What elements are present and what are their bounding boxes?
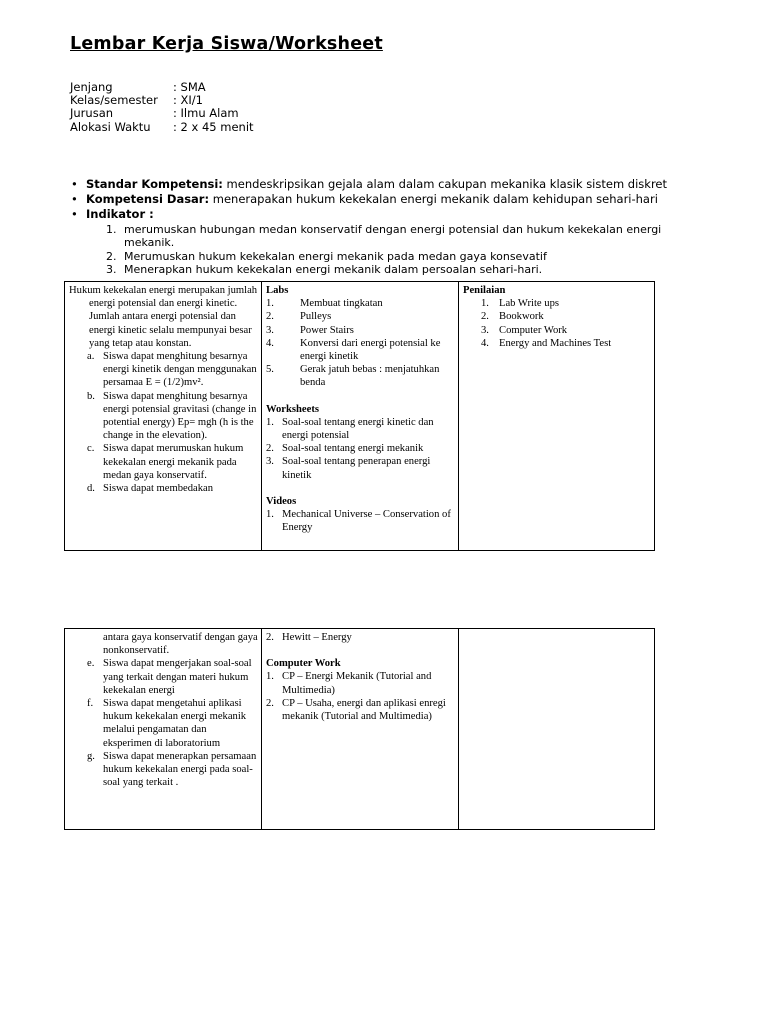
objective-mark: g.: [87, 750, 95, 762]
computer-text: CP – Usaha, energi dan aplikasi enregi mekanik (Tutorial and Multimedia): [282, 697, 446, 723]
standar-text: mendeskripsikan gejala alam dalam cakupan mekanika klasik sistem diskret: [222, 177, 668, 191]
info-value: : SMA: [173, 80, 206, 94]
lab-num: 2.: [266, 311, 274, 323]
computer-item: [266, 697, 455, 723]
dasar-text: menerapakan hukum kekekalan energi mekanik dalam kehidupan sehari-hari: [209, 192, 658, 207]
info-value: : XI/1: [173, 93, 203, 108]
indikator-num: 3.: [106, 263, 117, 277]
video-item: [266, 631, 455, 644]
worksheet-item: [266, 455, 455, 481]
objective-mark: b.: [87, 390, 95, 402]
penilaian-num: 3.: [481, 324, 489, 336]
competency-list: [70, 177, 710, 277]
bullet-dasar: [70, 192, 710, 207]
standar-label: Standar Kompetensi:: [86, 177, 223, 191]
penilaian-item: [463, 337, 651, 350]
info-value: : 2 x 45 menit: [173, 119, 254, 134]
info-key: Kelas/semester: [70, 93, 158, 108]
computer-num: 2.: [266, 697, 274, 709]
objective-mark: c.: [87, 443, 95, 455]
objectives-column-cont: [65, 629, 262, 829]
worksheet-item: [266, 442, 455, 455]
objective-text: Siswa dapat menghitung besarnya energi potensial gravitasi (change in potential energy) Ep= mgh (h is the change in the elevation).: [103, 390, 257, 442]
lab-text: Konversi dari energi potensial ke energi kinetik: [300, 337, 441, 363]
penilaian-text: Computer Work: [499, 324, 568, 336]
dasar-label: Kompetensi Dasar:: [86, 192, 210, 207]
objective-item: [69, 442, 258, 482]
indikator-item: [106, 223, 710, 250]
assessment-column-cont: [459, 629, 654, 829]
bullet-dot-icon: •: [71, 192, 78, 207]
penilaian-text: Lab Write ups: [499, 298, 559, 310]
objective-item: [69, 482, 258, 495]
lab-item: [266, 363, 455, 389]
computer-work-heading: Computer Work: [266, 658, 341, 670]
computer-num: 1.: [266, 671, 274, 683]
objective-item: [69, 750, 258, 790]
lab-item: [266, 337, 455, 363]
indikator-list: [70, 223, 710, 277]
penilaian-item: [463, 297, 651, 310]
lab-item: [266, 310, 455, 323]
penilaian-num: 4.: [481, 337, 489, 349]
computer-text: CP – Energi Mekanik (Tutorial and Multimedia): [282, 671, 432, 696]
worksheet-num: 3.: [266, 456, 274, 468]
info-block: [70, 81, 254, 134]
penilaian-num: 2.: [481, 311, 489, 323]
objective-text: Siswa dapat menghitung besarnya energi kinetik dengan menggunakan persamaa E = (1/2)mv².: [103, 351, 257, 389]
lab-text: Gerak jatuh bebas : menjatuhkan benda: [300, 364, 440, 389]
worksheet-text: Soal-soal tentang energi mekanik: [282, 443, 424, 455]
bullet-dot-icon: •: [71, 207, 78, 222]
worksheet-text: Soal-soal tentang energi kinetic dan energi potensial: [282, 416, 434, 442]
penilaian-text: Energy and Machines Test: [499, 337, 612, 349]
computer-item: [266, 670, 455, 696]
labs-heading: Labs: [266, 285, 289, 296]
lab-text: Pulleys: [300, 311, 332, 323]
worksheet-text: Soal-soal tentang penerapan energi kinetik: [282, 456, 431, 481]
bullet-dot-icon: •: [71, 177, 78, 191]
objectives-intro: Hukum kekekalan energi merupakan jumlah energi potensial dan energi kinetic. Jumlah antara energi potensial dan energi kinetic selalu mempunyai besar yang tetap atau konstan.: [69, 285, 258, 349]
indikator-text: Merumuskan hukum kekekalan energi mekanik pada medan gaya konsevatif: [124, 249, 547, 263]
indikator-num: 2.: [106, 249, 117, 263]
lab-num: 1.: [266, 298, 274, 310]
worksheet-num: 1.: [266, 416, 274, 428]
video-item: [266, 508, 455, 534]
videos-heading: Videos: [266, 495, 297, 507]
objective-mark: f.: [87, 698, 94, 710]
worksheet-table-part-1: [64, 281, 655, 551]
info-key: Alokasi Waktu: [70, 119, 151, 134]
worksheet-item: [266, 416, 455, 442]
worksheets-heading: Worksheets: [266, 403, 319, 415]
objectives-column: [65, 282, 262, 550]
worksheet-title: Lembar Kerja Siswa/Worksheet: [70, 34, 383, 54]
activities-column-cont: [262, 629, 459, 829]
objective-mark: e.: [87, 658, 95, 670]
objective-item: [69, 697, 258, 750]
lab-num: 5.: [266, 364, 274, 376]
objective-item: [69, 390, 258, 443]
penilaian-item: [463, 324, 651, 337]
penilaian-heading: Penilaian: [463, 285, 506, 296]
assessment-column: [459, 282, 654, 550]
video-num: 1.: [266, 509, 274, 521]
info-key: Jenjang: [70, 80, 113, 94]
penilaian-item: [463, 310, 651, 323]
indikator-item: [106, 250, 710, 264]
video-text: Hewitt – Energy: [282, 632, 352, 643]
info-row-alokasi: [70, 121, 254, 134]
objective-item: [69, 657, 258, 697]
indikator-item: [106, 263, 710, 277]
worksheet-table-part-2: [64, 628, 655, 830]
info-row-jurusan: [70, 107, 254, 120]
activities-column: [262, 282, 459, 550]
objective-text: Siswa dapat merumuskan hukum kekekalan energi mekanik pada medan gaya konservatif.: [103, 443, 244, 481]
indikator-num: 1.: [106, 222, 117, 236]
video-text: Mechanical Universe – Conservation of Energy: [282, 509, 451, 534]
objective-mark: d.: [87, 483, 95, 495]
indikator-text: Menerapkan hukum kekekalan energi mekanik dalam persoalan sehari-hari.: [124, 263, 543, 277]
indikator-label: Indikator :: [86, 207, 154, 222]
objective-text: Siswa dapat menerapkan persamaan hukum kekekalan energi pada soal-soal yang terkait .: [103, 750, 257, 789]
lab-text: Membuat tingkatan: [300, 298, 383, 310]
bullet-standar: [70, 177, 710, 192]
penilaian-num: 1.: [481, 298, 489, 310]
objective-item: [69, 350, 258, 390]
info-key: Jurusan: [70, 106, 114, 121]
lab-text: Power Stairs: [300, 324, 354, 336]
video-num: 2.: [266, 632, 274, 643]
bullet-indikator: [70, 207, 710, 222]
info-value: : Ilmu Alam: [173, 106, 239, 121]
objective-continuation: antara gaya konservatif dengan gaya nonkonservatif.: [103, 632, 258, 657]
lab-num: 4.: [266, 337, 274, 349]
lab-item: [266, 297, 455, 310]
objective-text: Siswa dapat membedakan: [103, 483, 214, 495]
objective-text: Siswa dapat mengerjakan soal-soal yang terkait dengan materi hukum kekekalan energi: [103, 658, 252, 696]
indikator-text: merumuskan hubungan medan konservatif dengan energi potensial dan hukum kekekalan energi mekanik.: [124, 222, 662, 250]
worksheet-num: 2.: [266, 443, 274, 455]
lab-item: [266, 324, 455, 337]
penilaian-text: Bookwork: [499, 311, 544, 323]
objective-text: Siswa dapat mengetahui aplikasi hukum kekekalan energi mekanik melalui pengamatan dan eksperimen di laboratorium: [103, 698, 247, 749]
objective-mark: a.: [87, 351, 95, 363]
lab-num: 3.: [266, 324, 274, 336]
